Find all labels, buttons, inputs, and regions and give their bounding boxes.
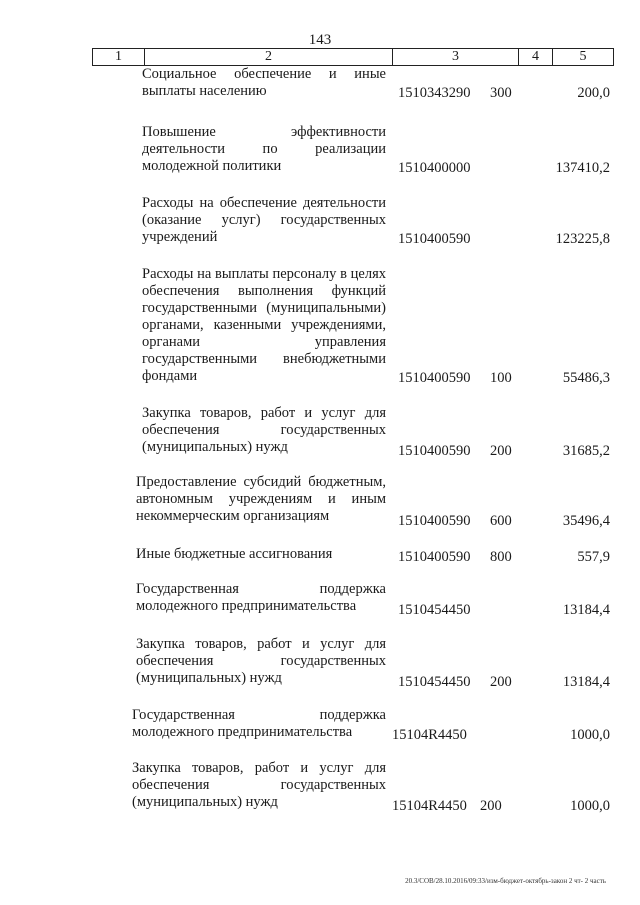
row-amount: 123225,8 <box>555 231 610 247</box>
row-amount: 55486,3 <box>562 370 610 386</box>
row-code: 1510400590 <box>398 370 471 386</box>
row-expense-kind: 200 <box>490 443 512 459</box>
row-description: Государственная поддержка молодежного предпринимательства <box>136 581 386 614</box>
row-description: Закупка товаров, работ и услуг для обеспечения государственных (муниципальных) нужд <box>136 636 386 686</box>
row-code: 1510400590 <box>398 549 471 565</box>
column-header-5: 5 <box>579 49 587 64</box>
column-header-4: 4 <box>519 49 553 65</box>
row-code: 1510400000 <box>398 160 471 176</box>
row-code: 1510400590 <box>398 513 471 529</box>
row-description: Социальное обеспечение и иные выплаты населению <box>142 66 386 99</box>
row-amount: 13184,4 <box>562 674 610 690</box>
row-code: 1510454450 <box>398 602 471 618</box>
row-code: 1510400590 <box>398 443 471 459</box>
row-code: 1510343290 <box>398 85 471 101</box>
row-amount: 35496,4 <box>562 513 610 529</box>
row-description: Иные бюджетные ассигнования <box>136 546 333 562</box>
row-code: 15104R4450 <box>392 798 467 814</box>
row-code: 1510454450 <box>398 674 471 690</box>
row-code: 15104R4450 <box>392 727 467 743</box>
row-description: Повышение эффективности деятельности по реализации молодежной политики <box>142 124 386 174</box>
row-amount: 1000,0 <box>570 727 610 743</box>
row-amount: 1000,0 <box>570 798 610 814</box>
page-number: 143 <box>308 32 332 48</box>
row-description: Предоставление субсидий бюджетным, автономным учреждениям и иным некоммерческим организациям <box>136 474 386 524</box>
column-header-3: 3 <box>393 49 519 65</box>
row-expense-kind: 300 <box>490 85 512 101</box>
row-code: 1510400590 <box>398 231 471 247</box>
row-expense-kind: 800 <box>490 549 512 565</box>
row-description: Закупка товаров, работ и услуг для обеспечения государственных (муниципальных) нужд <box>142 405 386 455</box>
row-expense-kind: 200 <box>490 674 512 690</box>
row-amount: 137410,2 <box>555 160 610 176</box>
row-description: Закупка товаров, работ и услуг для обеспечения государственных (муниципальных) нужд <box>132 760 386 810</box>
row-amount: 200,0 <box>577 85 610 101</box>
row-expense-kind: 200 <box>480 798 502 814</box>
row-description: Расходы на выплаты персоналу в целях обеспечения выполнения функций государственными (муниципальными) органами, казенными учреждениями, органами управления государственными внебюджетными фондами <box>142 266 386 384</box>
row-description: Расходы на обеспечение деятельности (оказание услуг) государственных учреждений <box>142 195 386 245</box>
row-amount: 557,9 <box>577 549 610 565</box>
row-expense-kind: 600 <box>490 513 512 529</box>
column-header-1: 1 <box>93 49 145 65</box>
row-expense-kind: 100 <box>490 370 512 386</box>
row-amount: 13184,4 <box>562 602 610 618</box>
column-header-row <box>92 48 614 66</box>
document-footer: 20.3/СОВ/28.10.2016/09:33/изм-бюджет-октябрь-закон 2 чт- 2 часть <box>405 877 606 885</box>
row-description: Государственная поддержка молодежного предпринимательства <box>132 707 386 740</box>
row-amount: 31685,2 <box>562 443 610 459</box>
column-header-2: 2 <box>145 49 393 65</box>
